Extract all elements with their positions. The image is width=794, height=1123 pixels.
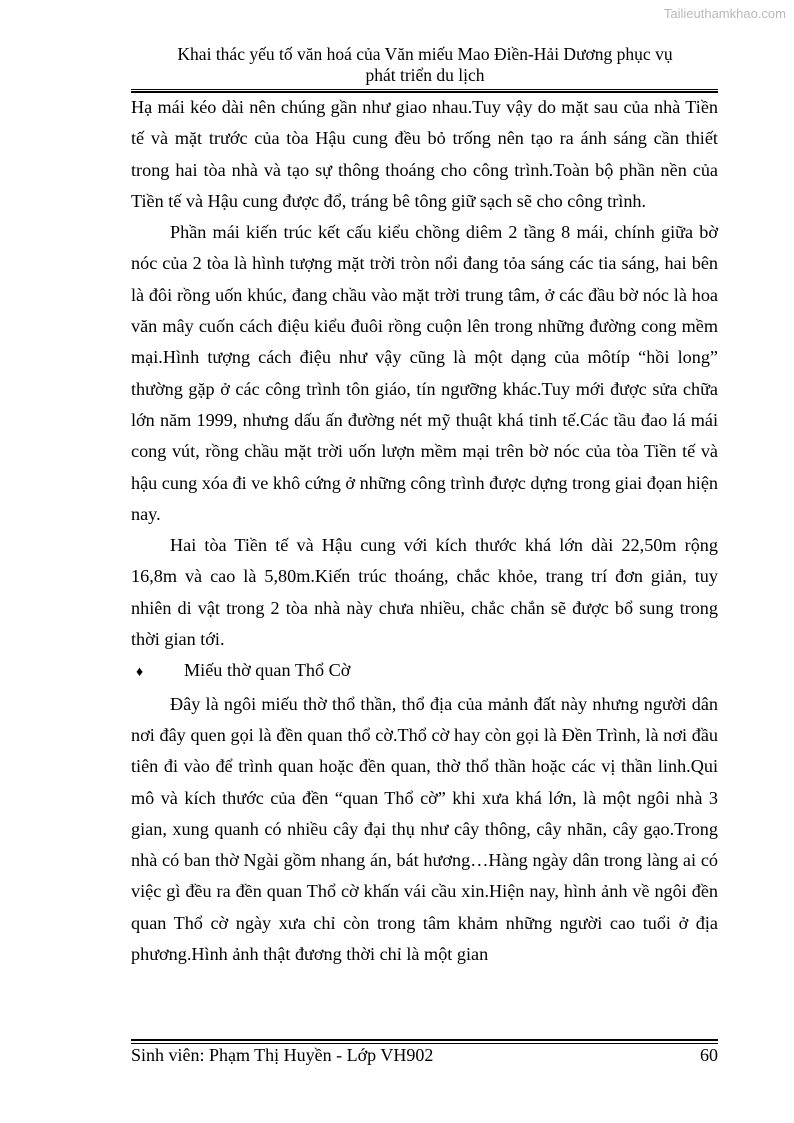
paragraph-1: Hạ mái kéo dài nên chúng gần như giao nhau.Tuy vậy do mặt sau của nhà Tiền tế và mặt trước của tòa Hậu cung đều bỏ trống nên tạo ra ánh sáng cần thiết trong hai tòa nhà và tạo sự thông thoáng cho công trình.Toàn bộ phần nền của Tiền tế và Hậu cung được đổ, tráng bê tông giữ sạch sẽ cho công trình. [131, 97, 718, 211]
paragraph-4: Đây là ngôi miếu thờ thổ thần, thổ địa của mảnh đất này nhưng người dân nơi đây quen gọi là đền quan thổ cờ.Thổ cờ hay còn gọi là Đền Trình, là nơi đầu tiên đi vào để trình quan hoặc đền quan, thờ thổ thần hoặc các vị thần linh.Qui mô và kích thước của đền “quan Thổ cờ” khi xưa khá lớn, là một ngôi nhà 3 gian, xung quanh có nhiều cây đại thụ như cây thông, cây nhãn, cây gạo.Trong nhà có ban thờ Ngài gồm nhang án, bát hương…Hàng ngày dân trong làng ai có việc gì đều ra đền quan Thổ cờ khấn vái cầu xin.Hiện nay, hình ảnh về ngôi đền quan Thổ cờ ngày xưa chỉ còn trong tâm khảm những người cao tuổi ở địa phương.Hình ảnh thật đương thời chỉ là một gian [131, 693, 718, 965]
header-line-1: Khai thác yếu tố văn hoá của Văn miếu Mao Điền-Hải Dương phục vụ [177, 44, 673, 64]
paragraph-3: Hai tòa Tiền tế và Hậu cung với kích thước khá lớn dài 22,50m rộng 16,8m và cao là 5,80m.Kiến trúc thoáng, chắc khỏe, trang trí đơn giản, tuy nhiên di vật trong 2 tòa nhà này chưa nhiều, chắc chắn sẽ được bổ sung trong thời gian tới. [131, 535, 718, 650]
paragraph-2: Phần mái kiến trúc kết cấu kiểu chồng diêm 2 tầng 8 mái, chính giữa bờ nóc của 2 tòa là hình tượng mặt trời tròn nổi đang tỏa sáng các tia sáng, hai bên là đôi rồng uốn khúc, đang chầu vào mặt trời trung tâm, ở các đầu bờ nóc là hoa văn mây cuốn cách điệu kiểu đuôi rồng cuộn lên trong những đường cong mềm mại.Hình tượng cách điệu như vậy cũng là một dạng của môtíp “hồi long” thường gặp ở các công trình tôn giáo, tín ngưỡng khác.Tuy mới được sửa chữa lớn năm 1999, nhưng dấu ấn đường nét mỹ thuật khá tinh tế.Các tầu đao lá mái cong vút, rồng chầu mặt trời uốn lượn mềm mại trên bờ nóc của tòa Tiền tế và hậu cung xóa đi ve khô cứng ở những công trình được dựng trong giai đọan hiện nay. [131, 222, 718, 524]
header-line-2: phát triển du lịch [365, 65, 485, 85]
page-footer [131, 1044, 718, 1066]
watermark: Tailieuthamkhao.com [663, 6, 786, 21]
page-number: 60 [700, 1045, 718, 1065]
section-heading-mieu-tho [131, 655, 718, 688]
diamond-bullet-icon: ♦ [136, 665, 144, 681]
running-header [131, 44, 719, 86]
body-text [131, 92, 718, 970]
header-divider-thin [131, 89, 718, 90]
footer-student-info: Sinh viên: Phạm Thị Huyền - Lớp VH902 [131, 1045, 434, 1065]
footer-divider-thick [131, 1039, 718, 1041]
section-heading-text: Miếu thờ quan Thổ Cờ [184, 660, 351, 681]
